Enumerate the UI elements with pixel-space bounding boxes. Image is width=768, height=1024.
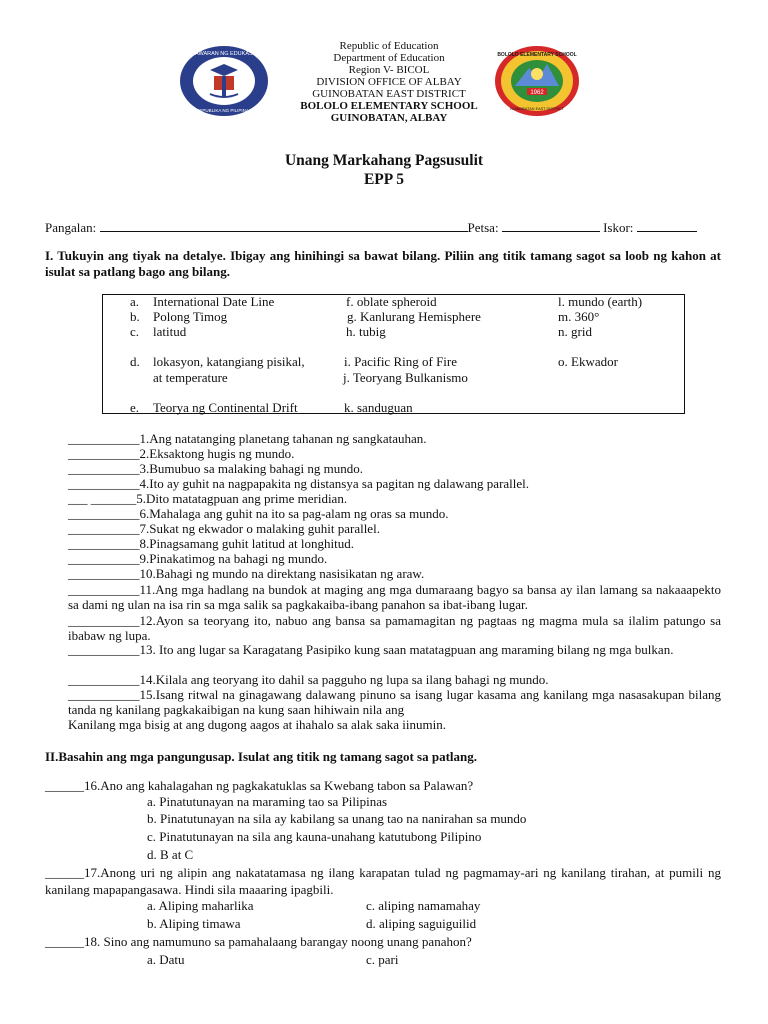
question-item-13 [68,642,721,657]
score-label: Iskor: [603,220,634,235]
choices-box [102,294,685,414]
date-label: Petsa: [467,220,499,235]
option: d. aliping saguiguilid [366,916,477,931]
option: b. Aliping timawa [147,916,241,931]
choice-d: lokasyon, katangiang pisikal, [153,354,305,369]
choice-a: International Date Line [153,294,275,309]
choice-o: o. Ekwador [558,354,618,369]
question-item: ___________9.Pinakatimog na bahagi ng mundo. [68,551,328,566]
school-place: GUINOBATAN, ALBAY [330,112,448,124]
choice-c: latitud [153,324,187,339]
question-text: ___________13. Ito ang lugar sa Karagatang Pasipiko kung saan matatagpuan ang maraming bilang ng mga bulkan. [68,642,674,657]
question-item: ___ _______5.Dito matatagpuan ang prime meridian. [68,491,348,506]
deped-seal-sub: REPUBLIKA NG PILIPINAS [196,108,252,113]
question-item-14: ___________14.Kilala ang teoryang ito dahil sa pagguho ng lupa sa ilang bahagi ng mundo. [68,672,549,687]
option: a. Datu [147,952,185,967]
question-item: ___________1.Ang natatanging planetang tahanan ng sangkatauhan. [68,431,427,446]
choice-m: m. 360° [558,309,600,324]
choice-letter: c. [130,324,140,339]
question-item: ___________3.Bumubuo sa malaking bahagi ng mundo. [68,461,364,476]
exam-title: Unang Markahang Pagsusulit [284,152,484,169]
choice-h: h. tubig [346,324,386,339]
question-item: ___________8.Pinagsamang guhit latitud at longhitud. [68,536,354,551]
choice-e: Teorya ng Continental Drift [153,400,298,415]
question-item-12 [68,613,721,643]
choice-d-cont: at temperature [153,370,228,385]
exam-subject: EPP 5 [363,171,405,188]
choice-k: k. sanduguan [344,400,413,415]
option: b. Pinatutunayan na sila ay kabilang sa unang tao na nanirahan sa mundo [147,811,527,826]
question-item-15 [68,687,721,717]
question-item: ___________6.Mahalaga ang guhit na ito sa pag-alam ng oras sa mundo. [68,506,449,521]
letterhead-line: GUINOBATAN EAST DISTRICT [312,88,466,100]
name-label: Pangalan: [45,220,97,235]
option: c. pari [366,952,399,967]
name-field[interactable] [100,220,468,232]
option: c. aliping namamahay [366,898,481,913]
school-seal-sub: GUINOBATAN EAST DISTRICT [509,107,565,111]
choice-letter: a. [130,294,140,309]
choice-letter: b. [130,309,140,324]
choice-n: n. grid [558,324,592,339]
part1-instruction [45,248,721,280]
school-seal-text: BOLOLO ELEMENTARY SCHOOL [497,52,577,58]
question-item-11 [68,582,721,612]
choice-f: f. oblate spheroid [346,294,437,309]
question-item: ___________2.Eksaktong hugis ng mundo. [68,446,295,461]
question-18: ______18. Sino ang namumuno sa pamahalaang barangay noong unang panahon? [45,934,472,949]
school-name: BOLOLO ELEMENTARY SCHOOL [300,100,478,112]
choice-letter: d. [130,354,140,369]
question-text: ______17.Anong uri ng alipin ang nakatatamasa ng ilang karapatan tulad ng pagmamay-ari ng kanilang tirahan, at pumili ng kanilang mapapangasawa. Hindi sila maaaring ipagbili. [45,865,721,897]
question-text: ___________15.Isang ritwal na ginagawang dalawang pinuno sa isang lugar kasama ang kanilang mga nasasakupan bilang tanda ng kanilang pagkakaibigan na kung saan hihiwain nila ang [68,687,721,717]
choice-i: i. Pacific Ring of Fire [344,354,458,369]
letterhead-line: Region V- BICOL [348,64,430,76]
option: a. Aliping maharlika [147,898,254,913]
choice-l: l. mundo (earth) [558,294,643,309]
question-16: ______16.Ano ang kahalagahan ng pagkakatuklas sa Kwebang tabon sa Palawan? [45,778,474,793]
question-item: ___________7.Sukat ng ekwador o malaking guhit parallel. [68,521,380,536]
school-seal-year: 1962 [530,90,544,96]
deped-seal [176,44,272,118]
part2-instruction: II.Basahin ang mga pangungusap. Isulat ang titik ng tamang sagot sa patlang. [45,749,478,764]
date-field[interactable] [502,220,600,232]
option: c. Pinatutunayan na sila ang kauna-unahang katutubong Pilipino [147,829,482,844]
question-text: ___________12.Ayon sa teoryang ito, nabuo ang bansa sa pamamagitan ng pagtaas ng magma mula sa ilalim patungo sa ibabaw ng lupa. [68,613,721,643]
question-item-15-cont: Kanilang mga bisig at ang dugong aagos at ihahalo sa alak saka iinumin. [68,717,446,732]
option: d. B at C [147,847,194,862]
part1-instruction-text: I. Tukuyin ang tiyak na detalye. Ibigay ang hinihingi sa bawat bilang. Piliin ang titik tamang sagot sa loob ng kahon at isulat sa patlang bago ang bilang. [45,248,721,279]
letterhead-line: Republic of Education [339,40,439,52]
question-text: ___________11.Ang mga hadlang na bundok at maging ang mga dumaraang bagyo sa bansa ay ilan lamang sa nakaaapekto sa dami ng ulan na isa rin sa mga salik sa pagkakaiba-ibang panahon sa ibat-ibang lugar. [68,582,721,612]
deped-seal-text: KAGAWARAN NG EDUKASYON [183,51,265,57]
student-info-line [45,220,697,236]
score-field[interactable] [637,220,697,232]
option: a. Pinatutunayan na maraming tao sa Pilipinas [147,794,388,809]
question-17 [45,864,721,898]
choice-b: Polong Timog [153,309,228,324]
question-item: ___________4.Ito ay guhit na nagpapakita ng distansya sa pagitan ng dalawang parallel. [68,476,530,491]
letterhead-line: Department of Education [333,52,445,64]
letterhead [260,40,518,124]
choice-g: g. Kanlurang Hemisphere [347,309,481,324]
question-item: ___________10.Bahagi ng mundo na direktang nasisikatan ng araw. [68,566,425,581]
choice-letter: e. [130,400,140,415]
letterhead-line: DIVISION OFFICE OF ALBAY [316,76,462,88]
choice-j: j. Teoryang Bulkanismo [343,370,468,385]
